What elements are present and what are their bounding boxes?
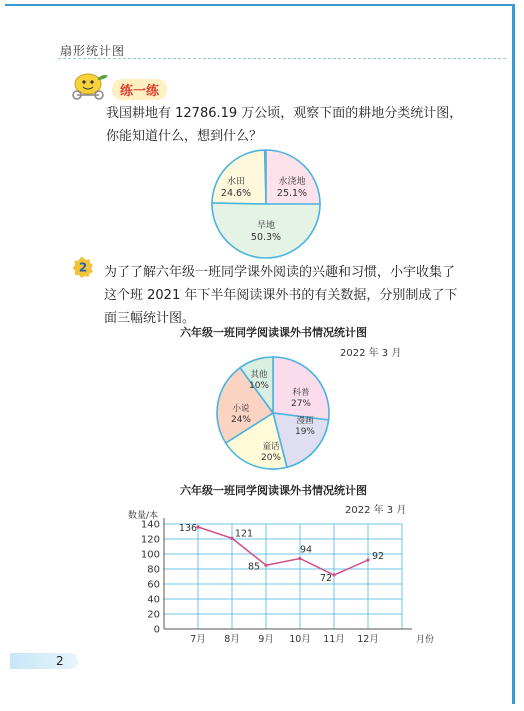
x-tick-label: 12月 <box>357 634 379 645</box>
pie-slice-label: 小说 <box>232 404 250 414</box>
header-divider <box>58 58 506 59</box>
y-tick-label: 100 <box>140 549 160 561</box>
pie-slice-value: 24.6% <box>220 188 252 199</box>
line-point-label: 85 <box>247 561 261 573</box>
y-tick-label: 60 <box>147 579 160 591</box>
pie-slice-label: 童话 <box>262 442 280 452</box>
pie-slice-value: 24% <box>230 415 252 425</box>
question-text: 为了了解六年级一班同学课外阅读的兴趣和习惯，小宇收集了这个班 2021 年下半年阅读课外书的有关数据，分别制成了下面三幅统计图。 <box>104 265 458 326</box>
line-point <box>332 573 335 576</box>
reading-pie-chart <box>210 350 336 476</box>
line-point-label: 94 <box>299 544 313 556</box>
pie-slice-label: 旱地 <box>256 221 276 231</box>
y-axis-label: 数量/本 <box>128 511 159 521</box>
reading-line-chart-date: 2022 年 3 月 <box>345 505 407 516</box>
pie-slice-value: 25.1% <box>276 188 308 199</box>
pie-slice-value: 50.3% <box>250 232 282 243</box>
exercise-label: 练一练 <box>112 79 167 100</box>
pie-slice-label: 漫画 <box>296 416 314 426</box>
reading-pie-chart-date: 2022 年 3 月 <box>340 348 402 359</box>
pie-slice-value: 27% <box>290 399 312 409</box>
lemon-mascot-icon <box>68 72 110 100</box>
line-point <box>264 564 267 567</box>
line-point-label: 136 <box>178 523 198 534</box>
x-tick-label: 7月 <box>190 634 206 645</box>
pie-slice-value: 10% <box>248 381 270 391</box>
line-point <box>230 537 233 540</box>
y-tick-label: 140 <box>140 519 160 531</box>
page-number: 2 <box>56 654 64 668</box>
x-axis-label: 月份 <box>416 635 435 645</box>
line-point-label: 72 <box>319 573 333 584</box>
page-number-tab <box>10 653 78 669</box>
line-point <box>366 558 369 561</box>
pie-slice-value: 19% <box>294 427 316 437</box>
y-tick-label: 20 <box>147 609 160 621</box>
line-series <box>198 527 368 575</box>
pie-slice-label: 其他 <box>250 370 268 380</box>
y-tick-label: 120 <box>140 534 160 546</box>
farmland-pie-chart <box>206 144 326 264</box>
x-tick-label: 8月 <box>224 634 240 645</box>
pie-slice-label: 水浇地 <box>278 177 306 187</box>
line-point-label: 121 <box>234 528 254 540</box>
question-number-badge-icon <box>72 256 94 278</box>
line-point-label: 92 <box>371 551 385 562</box>
reading-line-chart <box>124 508 435 648</box>
y-tick-label: 80 <box>147 564 160 576</box>
pie-slice-label: 水田 <box>226 177 246 187</box>
pie-slice-label: 科普 <box>292 388 310 398</box>
y-tick-label: 0 <box>153 624 160 636</box>
pie-slice-value: 20% <box>260 453 282 463</box>
x-tick-label: 9月 <box>258 634 274 645</box>
exercise-text: 我国耕地有 12786.19 万公顷，观察下面的耕地分类统计图，你能知道什么，想到什么？ <box>106 106 463 144</box>
y-tick-label: 40 <box>147 594 160 606</box>
line-point <box>298 557 301 560</box>
question-number: 2 <box>78 260 88 275</box>
reading-line-chart-title: 六年级一班同学阅读课外书情况统计图 <box>180 484 367 497</box>
section-header-title: 扇形统计图 <box>60 44 126 58</box>
x-tick-label: 10月 <box>289 634 311 645</box>
x-tick-label: 11月 <box>323 634 345 645</box>
reading-pie-chart-title: 六年级一班同学阅读课外书情况统计图 <box>180 326 367 339</box>
